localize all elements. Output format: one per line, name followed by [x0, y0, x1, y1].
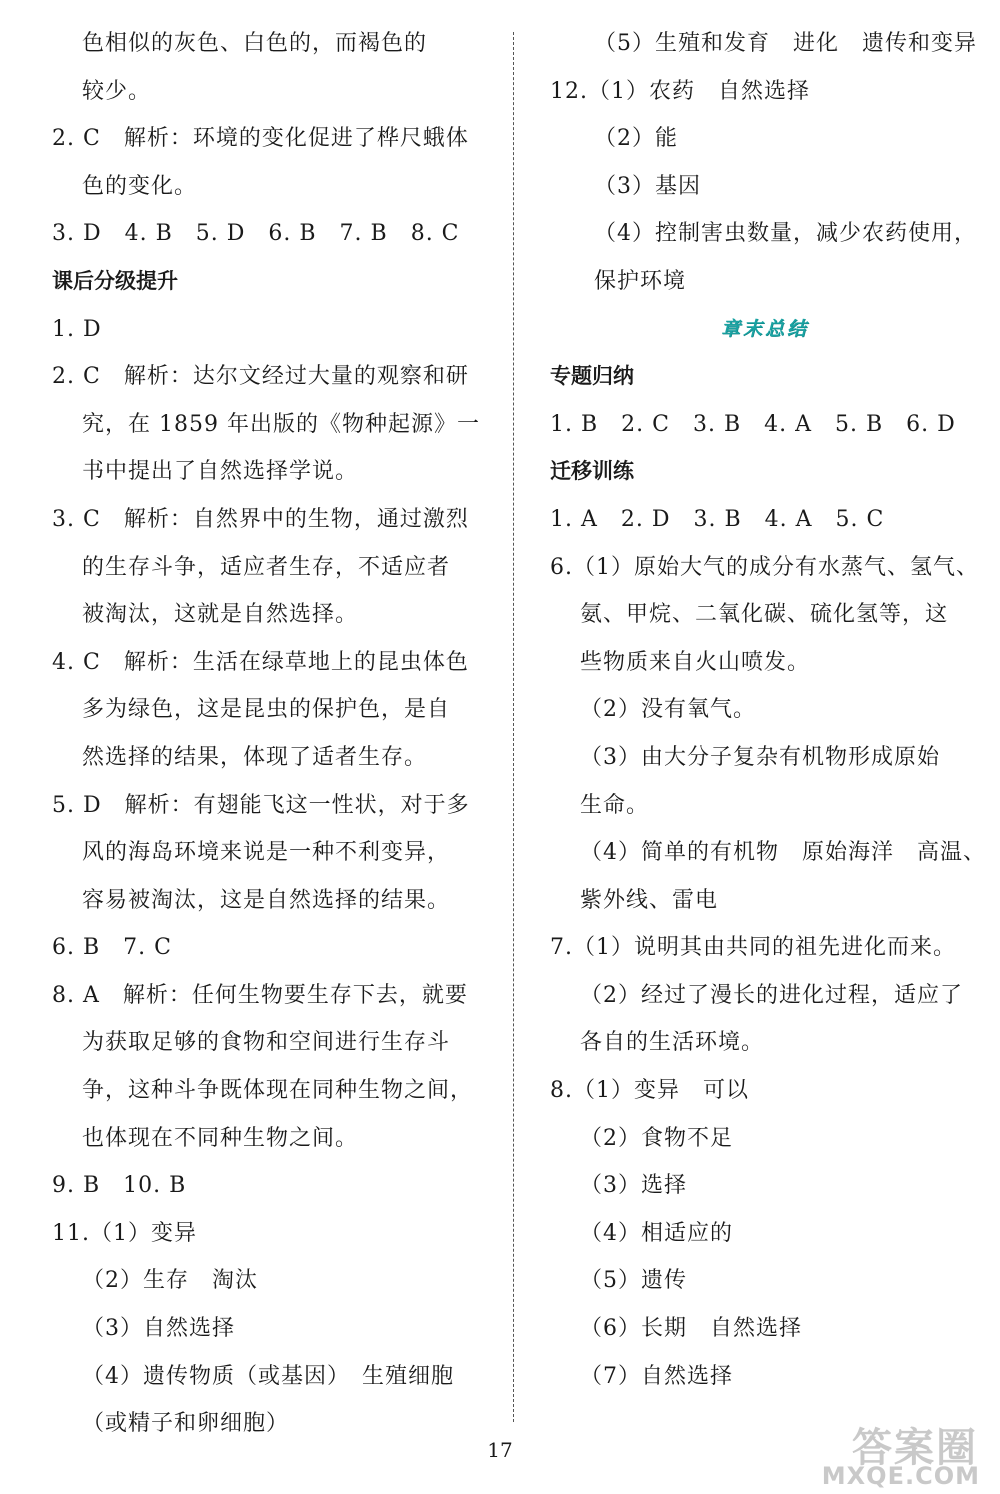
answer-line: （4）相适应的 [580, 1220, 733, 1246]
answer-line: 4. C 解析：生活在绿草地上的昆虫体色 [52, 649, 469, 675]
answer-line: 1. B 2. C 3. B 4. A 5. B 6. D [550, 411, 956, 437]
answer-line: 7.（1）说明其由共同的祖先进化而来。 [550, 935, 956, 961]
section-heading: 课后分级提升 [52, 268, 178, 293]
answer-line: 然选择的结果，体现了适者生存。 [82, 744, 428, 770]
watermark-url: MXQE.COM [821, 1462, 980, 1490]
answer-line: 书中提出了自然选择学说。 [82, 459, 359, 485]
answer-line: （或精子和卵细胞） [82, 1411, 290, 1437]
answer-line: （3）基因 [594, 173, 701, 199]
answer-line: （5）遗传 [580, 1268, 687, 1294]
answer-line: 争，这种斗争既体现在同种生物之间， [82, 1078, 474, 1104]
answer-line: 究，在 1859 年出版的《物种起源》一 [82, 411, 480, 437]
answer-line: 容易被淘汰，这是自然选择的结果。 [82, 887, 451, 913]
answer-line: （7）自然选择 [580, 1363, 733, 1389]
chapter-summary-title: 章末总结 [720, 317, 809, 340]
answer-line: 色相似的灰色、白色的，而褐色的 [82, 31, 428, 56]
answer-line: 8.（1）变异 可以 [550, 1078, 749, 1104]
answer-line: 也体现在不同种生物之间。 [82, 1125, 359, 1151]
answer-line: （2）生存 淘汰 [82, 1268, 258, 1294]
answer-line: （2）经过了漫长的进化过程，适应了 [580, 982, 963, 1008]
watermark-logo [792, 1416, 982, 1490]
answer-line: （2）没有氧气。 [580, 697, 756, 723]
answer-line: （3）选择 [580, 1173, 687, 1199]
answer-line: 被淘汰，这就是自然选择。 [82, 602, 359, 628]
answer-line: （4）控制害虫数量，减少农药使用， [594, 221, 977, 247]
answer-line: （2）食物不足 [580, 1125, 733, 1151]
answer-line: 11.（1）变异 [52, 1220, 197, 1246]
answer-line: 3. D 4. B 5. D 6. B 7. B 8. C [52, 221, 460, 247]
answer-line: 风的海岛环境来说是一种不利变异， [82, 840, 451, 866]
answer-line: （2）能 [594, 126, 678, 152]
section-heading: 专题归纳 [550, 364, 634, 389]
answer-line: （3）自然选择 [82, 1316, 235, 1342]
answer-line: 5. D 解析：有翅能飞这一性状，对于多 [52, 792, 470, 818]
answer-line: 的生存斗争，适应者生存，不适应者 [82, 554, 451, 580]
answer-line: 9. B 10. B [52, 1173, 187, 1199]
answer-line: 1. A 2. D 3. B 4. A 5. C [550, 506, 885, 532]
answer-line: 6.（1）原始大气的成分有水蒸气、氢气、 [550, 554, 979, 580]
answer-line: 生命。 [580, 792, 650, 818]
column-divider [513, 32, 514, 1422]
answer-line: 些物质来自火山喷发。 [580, 649, 811, 675]
section-heading: 迁移训练 [550, 459, 634, 484]
watermark-text: 答案圈 [852, 1425, 978, 1471]
answer-line: 色的变化。 [82, 173, 198, 199]
page-number: 17 [487, 1438, 513, 1462]
answer-line: 多为绿色，这是昆虫的保护色，是自 [82, 697, 451, 723]
answer-line: 保护环境 [594, 268, 687, 294]
answer-line: （3）由大分子复杂有机物形成原始 [580, 744, 940, 770]
answer-line: 紫外线、雷电 [580, 887, 719, 913]
answer-line: 6. B 7. C [52, 935, 172, 961]
answer-line: 3. C 解析：自然界中的生物，通过激烈 [52, 506, 469, 532]
answer-line: 2. C 解析：达尔文经过大量的观察和研 [52, 364, 469, 390]
left-column [52, 20, 482, 1448]
answer-line: 1. D [52, 316, 102, 342]
answer-line: 氨、甲烷、二氧化碳、硫化氢等，这 [580, 602, 949, 628]
answer-line: 2. C 解析：环境的变化促进了桦尺蛾体 [52, 126, 469, 152]
answer-line: （4）简单的有机物 原始海洋 高温、 [580, 840, 986, 866]
answer-line: 各自的生活环境。 [580, 1030, 765, 1056]
answer-line: （5）生殖和发育 进化 遗传和变异 [594, 31, 977, 56]
right-column [550, 20, 986, 1400]
answer-line: 12.（1）农药 自然选择 [550, 78, 810, 104]
answer-line: 较少。 [82, 78, 152, 104]
answer-line: 为获取足够的食物和空间进行生存斗 [82, 1030, 451, 1056]
answer-line: 8. A 解析：任何生物要生存下去，就要 [52, 982, 468, 1008]
answer-line: （4）遗传物质（或基因） 生殖细胞 [82, 1363, 454, 1389]
answer-line: （6）长期 自然选择 [580, 1316, 802, 1342]
